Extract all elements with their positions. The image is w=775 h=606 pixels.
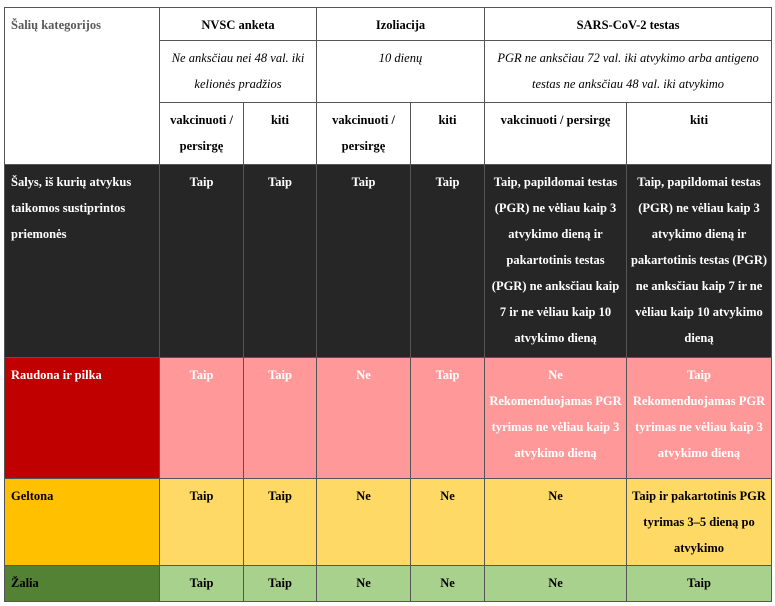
nvsc-vaccinated-cell: Taip <box>160 165 244 358</box>
test-recommendation: Rekomenduojamas PGR tyrimas ne vėliau kaip 3 atvykimo dieną <box>489 394 622 460</box>
test-others-subheader: kiti <box>627 103 772 165</box>
isolation-others-cell: Ne <box>411 566 485 602</box>
nvsc-form-header: NVSC anketa <box>160 8 317 41</box>
sars-cov-2-test-note: PGR ne anksčiau 72 val. iki atvykimo arba antigeno testas ne anksčiau 48 val. iki atvykimo <box>485 41 772 103</box>
isolation-vaccinated-cell: Ne <box>317 358 411 479</box>
test-others-cell: Taip <box>627 566 772 602</box>
category-cell: Šalys, iš kurių atvykus taikomos sustiprintos priemonės <box>5 165 160 358</box>
test-recommendation: Rekomenduojamas PGR tyrimas ne vėliau kaip 3 atvykimo dieną <box>632 394 766 460</box>
test-vaccinated-cell: Ne <box>485 479 627 566</box>
isolation-others-cell: Ne <box>411 479 485 566</box>
test-vaccinated-subheader: vakcinuoti / persirgę <box>485 103 627 165</box>
isolation-note: 10 dienų <box>317 41 485 103</box>
test-answer: Ne <box>548 368 563 382</box>
test-others-cell <box>627 358 772 479</box>
nvsc-others-cell: Taip <box>244 479 317 566</box>
table-row-green <box>5 566 772 602</box>
test-vaccinated-cell <box>485 358 627 479</box>
nvsc-others-cell: Taip <box>244 566 317 602</box>
isolation-vaccinated-subheader: vakcinuoti / persirgę <box>317 103 411 165</box>
header-row-groups <box>5 8 772 41</box>
nvsc-vaccinated-cell: Taip <box>160 358 244 479</box>
isolation-others-cell: Taip <box>411 165 485 358</box>
country-category-requirements-table <box>4 7 772 602</box>
table-row-yellow <box>5 479 772 566</box>
table-row-enhanced-measures <box>5 165 772 358</box>
nvsc-vaccinated-cell: Taip <box>160 566 244 602</box>
category-column-header: Šalių kategorijos <box>5 8 160 165</box>
sars-cov-2-test-header: SARS-CoV-2 testas <box>485 8 772 41</box>
table-row-red-grey <box>5 358 772 479</box>
isolation-header: Izoliacija <box>317 8 485 41</box>
nvsc-form-note: Ne anksčiau nei 48 val. iki kelionės pradžios <box>160 41 317 103</box>
test-vaccinated-cell: Taip, papildomai testas (PGR) ne vėliau kaip 3 atvykimo dieną ir pakartotinis testas (PGR) ne anksčiau kaip 7 ir ne vėliau kaip 10 atvykimo dieną <box>485 165 627 358</box>
nvsc-others-cell: Taip <box>244 358 317 479</box>
nvsc-others-subheader: kiti <box>244 103 317 165</box>
category-cell: Žalia <box>5 566 160 602</box>
test-vaccinated-cell: Ne <box>485 566 627 602</box>
category-cell: Raudona ir pilka <box>5 358 160 479</box>
nvsc-vaccinated-cell: Taip <box>160 479 244 566</box>
isolation-others-cell: Taip <box>411 358 485 479</box>
test-others-cell: Taip ir pakartotinis PGR tyrimas 3–5 dieną po atvykimo <box>627 479 772 566</box>
nvsc-vaccinated-subheader: vakcinuoti / persirgę <box>160 103 244 165</box>
isolation-vaccinated-cell: Ne <box>317 479 411 566</box>
isolation-vaccinated-cell: Ne <box>317 566 411 602</box>
test-others-cell: Taip, papildomai testas (PGR) ne vėliau kaip 3 atvykimo dieną ir pakartotinis testas (PGR) ne anksčiau kaip 7 ir ne vėliau kaip 10 atvykimo dieną <box>627 165 772 358</box>
isolation-vaccinated-cell: Taip <box>317 165 411 358</box>
nvsc-others-cell: Taip <box>244 165 317 358</box>
category-cell: Geltona <box>5 479 160 566</box>
test-answer: Taip <box>687 368 711 382</box>
isolation-others-subheader: kiti <box>411 103 485 165</box>
